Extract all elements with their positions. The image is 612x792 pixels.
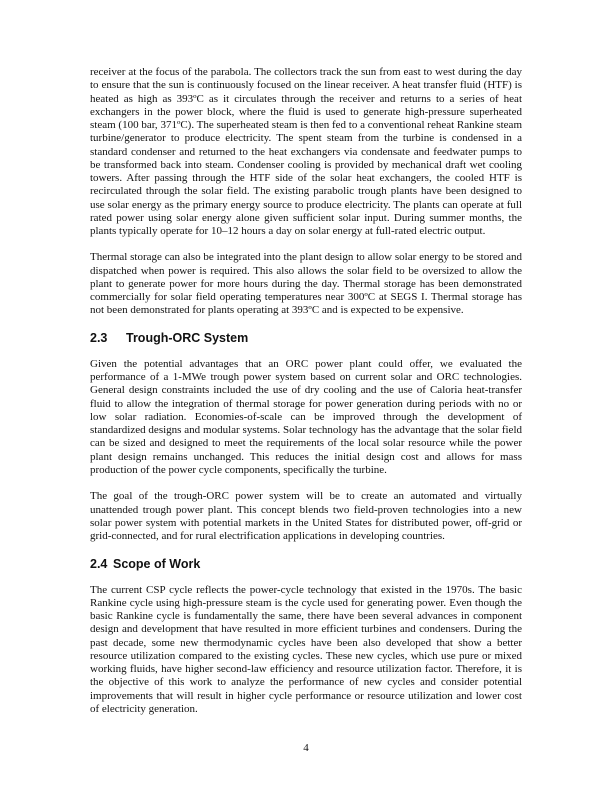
paragraph-htf-description: receiver at the focus of the parabola. The collectors track the sun from east to west during the day to ensure that the sun is continuously focused on the linear receiver. A heat transfer fluid (HTF) is heated as high as 393ºC as it circulates through the receiver and returns to a series of heat exchangers in the power block, where the fluid is used to generate high-pressure superheated steam (100 bar, 371ºC). The superheated steam is then fed to a conventional reheat Rankine steam turbine/generator to produce electricity. The spent steam from the turbine is condensed in a standard condenser and returned to the heat exchangers via condensate and feedwater pumps to be transformed back into steam. Condenser cooling is provided by mechanical draft wet cooling towers. After passing through the HTF side of the solar heat exchangers, the cooled HTF is recirculated through the solar field. The existing parabolic trough plants have been designed to use solar energy as the primary energy source to produce electricity. The plants can operate at full rated power using solar energy alone given sufficient solar input. During summer months, the plants typically operate for 10–12 hours a day on solar energy at full-rated electric output.	[90, 66, 522, 237]
section-heading-2-4	[90, 557, 522, 572]
paragraph-scope-of-work: The current CSP cycle reflects the power-cycle technology that existed in the 1970s. The basic Rankine cycle using high-pressure steam is the cycle used for generating power. Even though the basic Rankine cycle is fundamentally the same, there have been several advances in component design and development that have resulted in more efficient turbines and condensers. During the past decade, some new thermodynamic cycles have been also developed that show a better resource utilization compared to the existing cycles. These new cycles, which use pure or mixed working fluids, have higher second-law efficiency and resource utilization factor. Therefore, it is the objective of this work to analyze the performance of new cycles and consider potential improvements that will result in higher cycle performance or resource utilization and lower cost of electricity generation.	[90, 583, 522, 715]
section-heading-2-3	[90, 331, 522, 346]
page-body	[90, 66, 522, 729]
paragraph-trough-orc-evaluation: Given the potential advantages that an ORC power plant could offer, we evaluated the performance of a 1-MWe trough power system based on current solar and ORC technologies. General design constraints included the use of dry cooling and the use of Caloria heat-transfer fluid to allow the integration of thermal storage for power generation during periods with no or low solar radiation. Economies-of-scale can be improved through the development of standardized designs and modular systems. Solar technology has the advantage that the solar field can be sized and designed to meet the requirements of the local solar resource while the power plant design remains unchanged. This reduces the initial design cost and allows for mass production of the power cycle components, specifically the turbine.	[90, 357, 522, 476]
paragraph-trough-orc-goal: The goal of the trough-ORC power system will be to create an automated and virtually unattended trough power plant. This concept blends two field-proven technologies into a new solar power system with potential markets in the United States for distributed power, off-grid or grid-connected, and for rural electrification applications in developing countries.	[90, 490, 522, 543]
page-number: 4	[303, 742, 309, 754]
paragraph-thermal-storage: Thermal storage can also be integrated into the plant design to allow solar energy to be stored and dispatched when power is required. This also allows the solar field to be oversized to allow the plant to generate power for more hours during the day. Thermal storage has been demonstrated commercially for solar field operating temperatures near 300ºC at SEGS I. Thermal storage has not been demonstrated for plants operating at 393ºC and is expected to be expensive.	[90, 251, 522, 317]
section-title: Trough-ORC System	[126, 330, 249, 345]
section-number: 2.4	[90, 556, 108, 571]
section-title: Scope of Work	[113, 556, 201, 571]
section-number: 2.3	[90, 330, 108, 345]
